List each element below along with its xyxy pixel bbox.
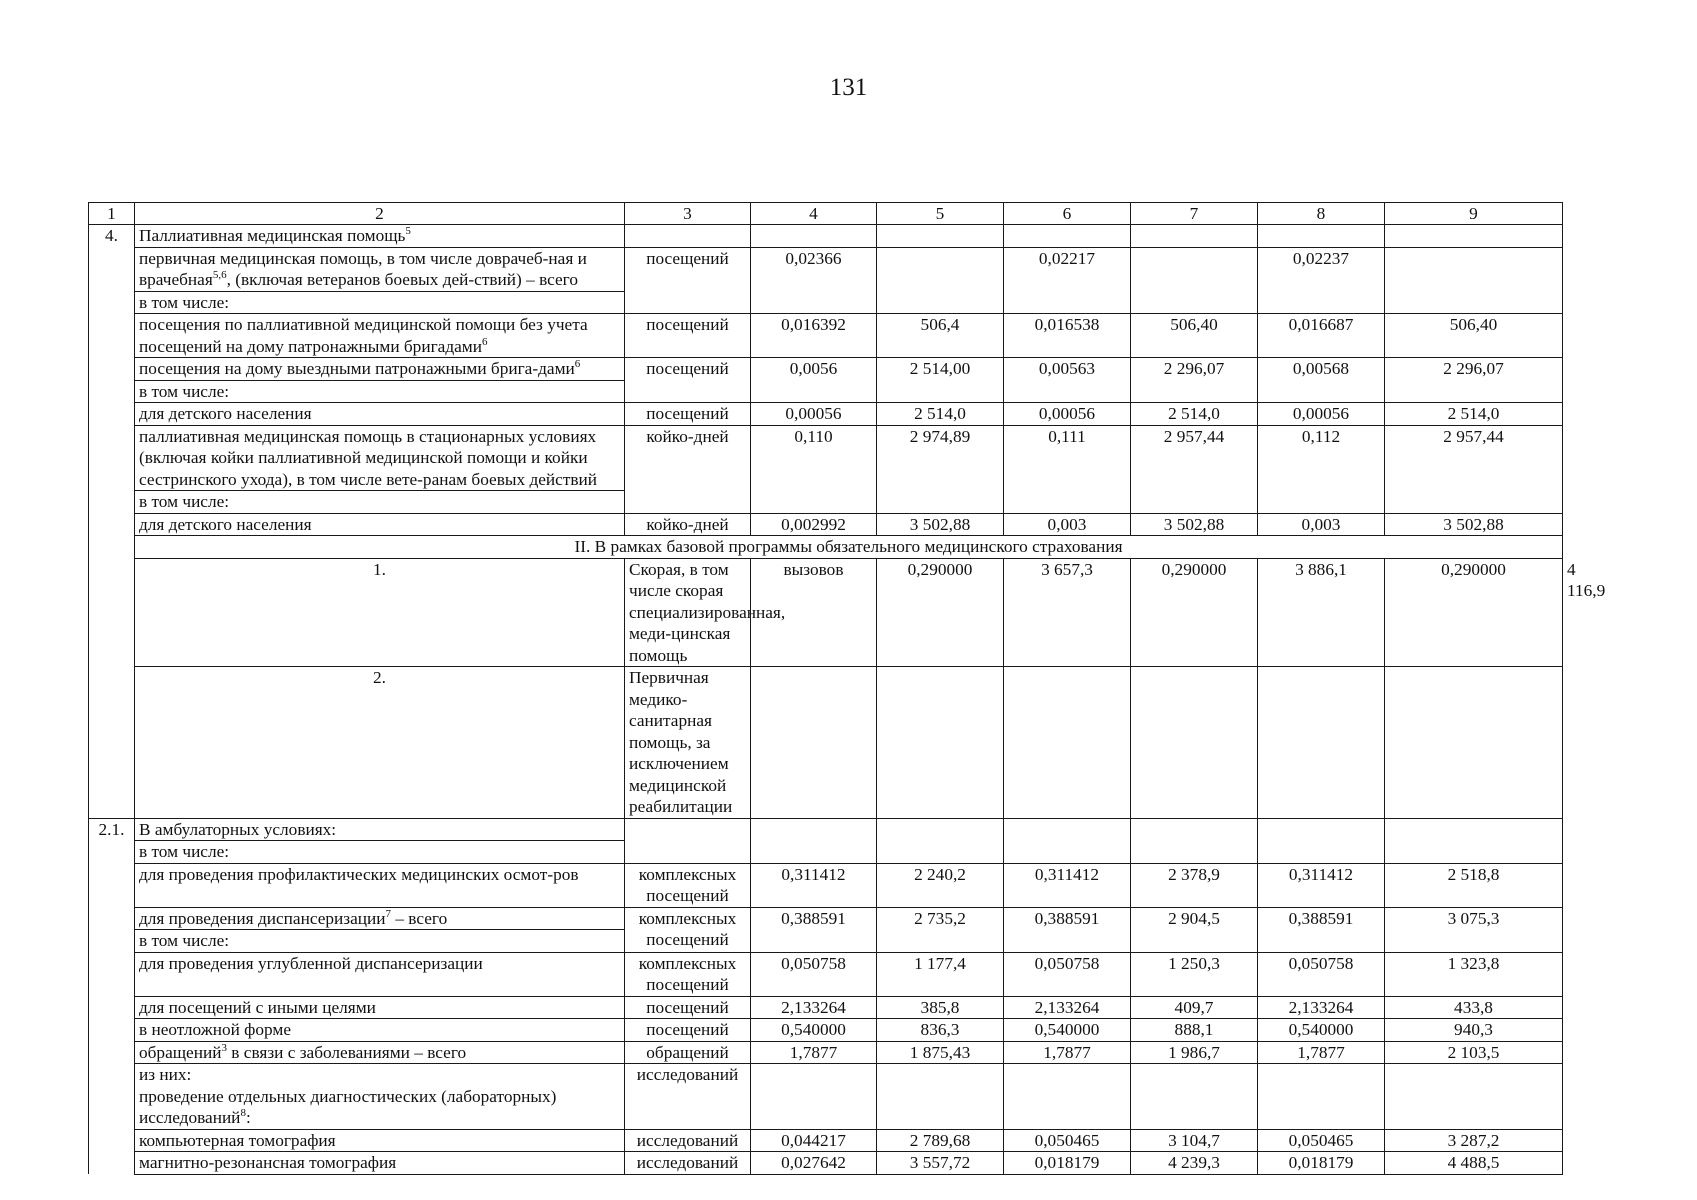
value-cell: 4 239,3 — [1131, 1152, 1258, 1175]
value-cell: 0,110 — [751, 425, 877, 513]
value-cell: 2 735,2 — [877, 907, 1004, 952]
value-cell: 836,3 — [877, 1019, 1004, 1042]
row-label: В амбулаторных условиях: — [135, 818, 625, 841]
value-cell: 0,311412 — [1004, 863, 1131, 907]
col-header-2: 2 — [135, 203, 625, 225]
value-cell: 0,388591 — [751, 907, 877, 952]
row-label: для проведения диспансеризации$^7$ – всего — [135, 907, 625, 930]
value-cell: 1 986,7 — [1131, 1041, 1258, 1064]
value-cell: 0,050758 — [1258, 952, 1385, 996]
value-cell: 0,290000 — [1131, 558, 1258, 667]
value-cell: 0,050758 — [1004, 952, 1131, 996]
value-cell: 0,111 — [1004, 425, 1131, 513]
value-cell: 2,133264 — [751, 996, 877, 1019]
value-cell: 0,311412 — [751, 863, 877, 907]
row-unit: посещений — [625, 996, 751, 1019]
col-header-8: 8 — [1258, 203, 1385, 225]
value-cell: 0,050465 — [1258, 1129, 1385, 1152]
row-unit: койко-дней — [625, 513, 751, 536]
table-row — [89, 1064, 1563, 1130]
row-label: Паллиативная медицинская помощь$^5$ — [135, 225, 625, 248]
row-label: в том числе: — [135, 291, 625, 314]
section-title: II. В рамках базовой программы обязательного медицинского страхования — [135, 536, 1563, 559]
row-unit: посещений — [625, 247, 751, 314]
row-label: в том числе: — [135, 841, 625, 864]
row-label: посещения на дому выездными патронажными брига-дами$^6$ — [135, 358, 625, 381]
value-cell: 1,7877 — [1004, 1041, 1131, 1064]
value-cell: 0,050758 — [751, 952, 877, 996]
table-row — [89, 996, 1563, 1019]
value-cell: 2 296,07 — [1385, 358, 1563, 403]
table-row — [89, 358, 1563, 381]
value-cell: 0,003 — [1258, 513, 1385, 536]
row-unit: вызовов — [751, 558, 877, 667]
row-label: Скорая, в том числе скорая специализированная, меди-цинская помощь — [625, 558, 751, 667]
section-row — [89, 536, 1563, 559]
row-label: первичная медицинская помощь, в том числе доврачеб-ная и врачебная$^{5,6}$, (включая ветеранов боевых дей-ствий) – всего — [135, 247, 625, 291]
value-cell: 0,540000 — [1258, 1019, 1385, 1042]
value-cell: 1,7877 — [1258, 1041, 1385, 1064]
value-cell: 0,016538 — [1004, 314, 1131, 358]
table-row — [89, 513, 1563, 536]
table-row — [89, 667, 1563, 819]
value-cell: 3 502,88 — [1385, 513, 1563, 536]
row-number: 4. — [89, 225, 135, 819]
value-cell: 0,388591 — [1258, 907, 1385, 952]
row-number: 2.1. — [89, 818, 135, 1174]
value-cell: 2 103,5 — [1385, 1041, 1563, 1064]
value-cell: 433,8 — [1385, 996, 1563, 1019]
row-label: обращений$^3$ в связи с заболеваниями – всего — [135, 1041, 625, 1064]
value-cell: 506,40 — [1131, 314, 1258, 358]
table-row — [89, 863, 1563, 907]
value-cell: 3 886,1 — [1258, 558, 1385, 667]
row-label: в неотложной форме — [135, 1019, 625, 1042]
row-unit: исследований — [625, 1064, 751, 1130]
table-row — [89, 1019, 1563, 1042]
value-cell: 0,00056 — [751, 403, 877, 426]
value-cell: 2 957,44 — [1385, 425, 1563, 513]
value-cell: 1,7877 — [751, 1041, 877, 1064]
value-cell: 0,027642 — [751, 1152, 877, 1175]
value-cell: 0,002992 — [751, 513, 877, 536]
value-cell: 2 904,5 — [1131, 907, 1258, 952]
row-unit: комплексных посещений — [625, 952, 751, 996]
value-cell: 2 514,0 — [877, 403, 1004, 426]
col-header-9: 9 — [1385, 203, 1563, 225]
value-cell: 0,311412 — [1258, 863, 1385, 907]
table-row: 1. Скорая, в том числе скорая специализированная, меди-цинская помощь вызовов 0,290000 3 657,3 0,290000 3 886,1 0,290000 4 116,9 — [89, 558, 1563, 667]
table-row — [89, 314, 1563, 358]
row-unit: исследований — [625, 1152, 751, 1175]
value-cell: 0,0056 — [751, 358, 877, 403]
tariff-table — [88, 202, 1606, 1175]
row-label: посещения по паллиативной медицинской помощи без учета посещений на дому патронажными бригадами$^6$ — [135, 314, 625, 358]
value-cell: 0,016392 — [751, 314, 877, 358]
row-unit: посещений — [625, 403, 751, 426]
row-unit: посещений — [625, 1019, 751, 1042]
page-number: 131 — [829, 74, 868, 101]
value-cell: 2 957,44 — [1131, 425, 1258, 513]
value-cell: 2 296,07 — [1131, 358, 1258, 403]
col-header-5: 5 — [877, 203, 1004, 225]
value-cell: 2 518,8 — [1385, 863, 1563, 907]
row-label: для детского населения — [135, 403, 625, 426]
value-cell: 2 514,0 — [1385, 403, 1563, 426]
row-unit: посещений — [625, 358, 751, 403]
value-cell: 0,02237 — [1258, 247, 1385, 314]
value-cell: 2 378,9 — [1131, 863, 1258, 907]
row-unit: исследований — [625, 1129, 751, 1152]
value-cell: 0,02366 — [751, 247, 877, 314]
value-cell: 3 657,3 — [1004, 558, 1131, 667]
value-cell: 3 104,7 — [1131, 1129, 1258, 1152]
value-cell: 506,40 — [1385, 314, 1563, 358]
value-cell: 0,044217 — [751, 1129, 877, 1152]
value-cell: 0,02217 — [1004, 247, 1131, 314]
value-cell: 3 075,3 — [1385, 907, 1563, 952]
row-number: 1. — [135, 558, 625, 667]
value-cell: 2 514,00 — [877, 358, 1004, 403]
value-cell: 2 240,2 — [877, 863, 1004, 907]
col-header-4: 4 — [751, 203, 877, 225]
row-label: в том числе: — [135, 930, 625, 953]
row-label: для посещений с иными целями — [135, 996, 625, 1019]
value-cell: 0,388591 — [1004, 907, 1131, 952]
table-row — [89, 425, 1563, 491]
value-cell: 0,003 — [1004, 513, 1131, 536]
value-cell: 1 323,8 — [1385, 952, 1563, 996]
value-cell — [877, 247, 1004, 314]
value-cell: 2,133264 — [1004, 996, 1131, 1019]
row-unit: обращений — [625, 1041, 751, 1064]
row-unit: койко-дней — [625, 425, 751, 513]
row-label: из них: проведение отдельных диагностических (лабораторных) исследований$^8$: — [135, 1064, 625, 1130]
value-cell: 1 250,3 — [1131, 952, 1258, 996]
table-row — [89, 247, 1563, 291]
value-cell: 506,4 — [877, 314, 1004, 358]
value-cell: 0,00563 — [1004, 358, 1131, 403]
value-cell: 3 557,72 — [877, 1152, 1004, 1175]
tariff-table-container — [88, 202, 1606, 1175]
value-cell: 2 514,0 — [1131, 403, 1258, 426]
value-cell: 888,1 — [1131, 1019, 1258, 1042]
table-row — [89, 225, 1563, 248]
value-cell: 0,112 — [1258, 425, 1385, 513]
table-row — [89, 952, 1563, 996]
table-row — [89, 403, 1563, 426]
row-label: в том числе: — [135, 380, 625, 403]
value-cell: 0,016687 — [1258, 314, 1385, 358]
row-label: для детского населения — [135, 513, 625, 536]
value-cell: 0,050465 — [1004, 1129, 1131, 1152]
value-cell: 940,3 — [1385, 1019, 1563, 1042]
row-label: магнитно-резонансная томография — [135, 1152, 625, 1175]
value-cell: 385,8 — [877, 996, 1004, 1019]
value-cell: 0,540000 — [751, 1019, 877, 1042]
value-cell: 1 875,43 — [877, 1041, 1004, 1064]
col-header-3: 3 — [625, 203, 751, 225]
value-cell: 3 502,88 — [1131, 513, 1258, 536]
value-cell: 2 789,68 — [877, 1129, 1004, 1152]
value-cell: 0,290000 — [877, 558, 1004, 667]
row-number: 2. — [135, 667, 625, 819]
value-cell — [1385, 247, 1563, 314]
row-unit: комплексных посещений — [625, 863, 751, 907]
row-label: для проведения профилактических медицинских осмот-ров — [135, 863, 625, 907]
value-cell: 0,018179 — [1004, 1152, 1131, 1175]
value-cell: 4 488,5 — [1385, 1152, 1563, 1175]
table-row — [89, 907, 1563, 930]
value-cell: 3 287,2 — [1385, 1129, 1563, 1152]
col-header-7: 7 — [1131, 203, 1258, 225]
table-row — [89, 1152, 1563, 1175]
value-cell: 409,7 — [1131, 996, 1258, 1019]
value-cell: 2 974,89 — [877, 425, 1004, 513]
table-row — [89, 818, 1563, 841]
row-label: в том числе: — [135, 491, 625, 514]
col-header-1: 1 — [89, 203, 135, 225]
row-label: компьютерная томография — [135, 1129, 625, 1152]
table-row — [89, 1129, 1563, 1152]
row-label: паллиативная медицинская помощь в стационарных условиях (включая койки паллиативной медицинской помощи и койки сестринского ухода), в том числе вете-ранам боевых действий — [135, 425, 625, 491]
value-cell: 0,540000 — [1004, 1019, 1131, 1042]
row-unit: посещений — [625, 314, 751, 358]
value-cell: 0,00056 — [1004, 403, 1131, 426]
row-label: для проведения углубленной диспансеризации — [135, 952, 625, 996]
value-cell: 0,018179 — [1258, 1152, 1385, 1175]
row-label: Первичная медико-санитарная помощь, за исключением медицинской реабилитации — [625, 667, 751, 819]
value-cell: 0,00056 — [1258, 403, 1385, 426]
col-header-6: 6 — [1004, 203, 1131, 225]
value-cell: 0,290000 — [1385, 558, 1563, 667]
value-cell: 1 177,4 — [877, 952, 1004, 996]
value-cell: 2,133264 — [1258, 996, 1385, 1019]
value-cell: 0,00568 — [1258, 358, 1385, 403]
value-cell — [1131, 247, 1258, 314]
value-cell: 3 502,88 — [877, 513, 1004, 536]
row-unit: комплексных посещений — [625, 907, 751, 952]
table-row — [89, 1041, 1563, 1064]
header-row — [89, 203, 1563, 225]
